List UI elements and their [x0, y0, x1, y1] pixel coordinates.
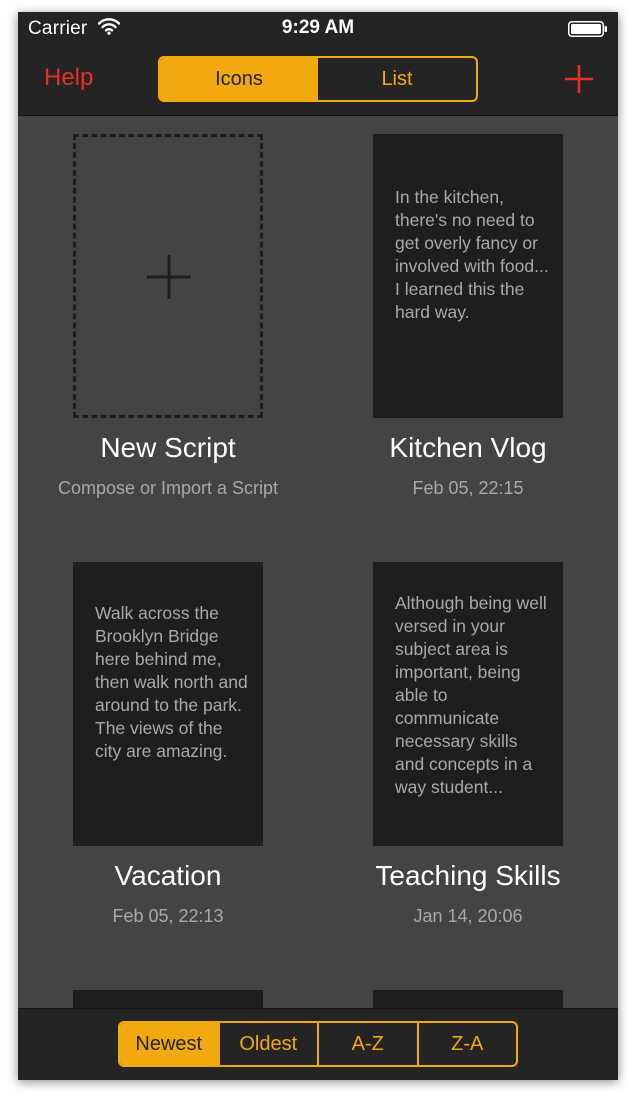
sort-toolbar: [18, 1008, 618, 1080]
script-thumbnail[interactable]: [373, 134, 563, 418]
script-date: Jan 14, 20:06: [413, 906, 523, 926]
script-preview: Although being well versed in your subject area is important, being able to communicate necessary skills and concepts in a way student...: [395, 593, 547, 797]
script-title: New Script: [100, 432, 236, 463]
carrier-label: Carrier: [28, 18, 88, 39]
sort-newest[interactable]: Newest: [120, 1023, 218, 1065]
new-script-placeholder[interactable]: [73, 134, 263, 418]
script-title: Kitchen Vlog: [389, 432, 547, 463]
add-script-button[interactable]: [564, 64, 594, 94]
status-time: 9:29 AM: [281, 17, 355, 38]
app-screen: [18, 12, 618, 1080]
script-thumbnail[interactable]: [373, 562, 563, 846]
script-subtitle: Compose or Import a Script: [57, 478, 279, 498]
status-bar: [18, 12, 618, 48]
plus-icon: [147, 255, 191, 299]
script-title: Vacation: [114, 860, 222, 891]
help-button[interactable]: Help: [44, 64, 94, 91]
view-mode-list[interactable]: List: [381, 67, 413, 90]
script-grid: [18, 116, 618, 1008]
script-preview: Walk across the Brooklyn Bridge here behind me, then walk north and around to the park. The views of the city are amazing.: [95, 603, 248, 761]
script-preview: In the kitchen, there's no need to get overly fancy or involved with food... I learned this the hard way.: [395, 187, 549, 322]
script-thumbnail[interactable]: [73, 562, 263, 846]
view-mode-control: [158, 56, 478, 102]
sort-a-z[interactable]: A-Z: [317, 1023, 417, 1065]
sort-control: [118, 1021, 518, 1067]
view-mode-icons[interactable]: Icons: [160, 58, 318, 100]
sort-z-a[interactable]: Z-A: [417, 1023, 517, 1065]
navigation-bar: [18, 48, 618, 116]
sort-oldest[interactable]: Oldest: [218, 1023, 318, 1065]
script-date: Feb 05, 22:15: [412, 478, 524, 498]
script-thumbnail[interactable]: [373, 990, 563, 1008]
battery-icon: [568, 21, 608, 37]
plus-icon: [565, 65, 593, 93]
script-title: Teaching Skills: [375, 860, 561, 891]
script-thumbnail[interactable]: [73, 990, 263, 1008]
script-date: Feb 05, 22:13: [112, 906, 224, 926]
